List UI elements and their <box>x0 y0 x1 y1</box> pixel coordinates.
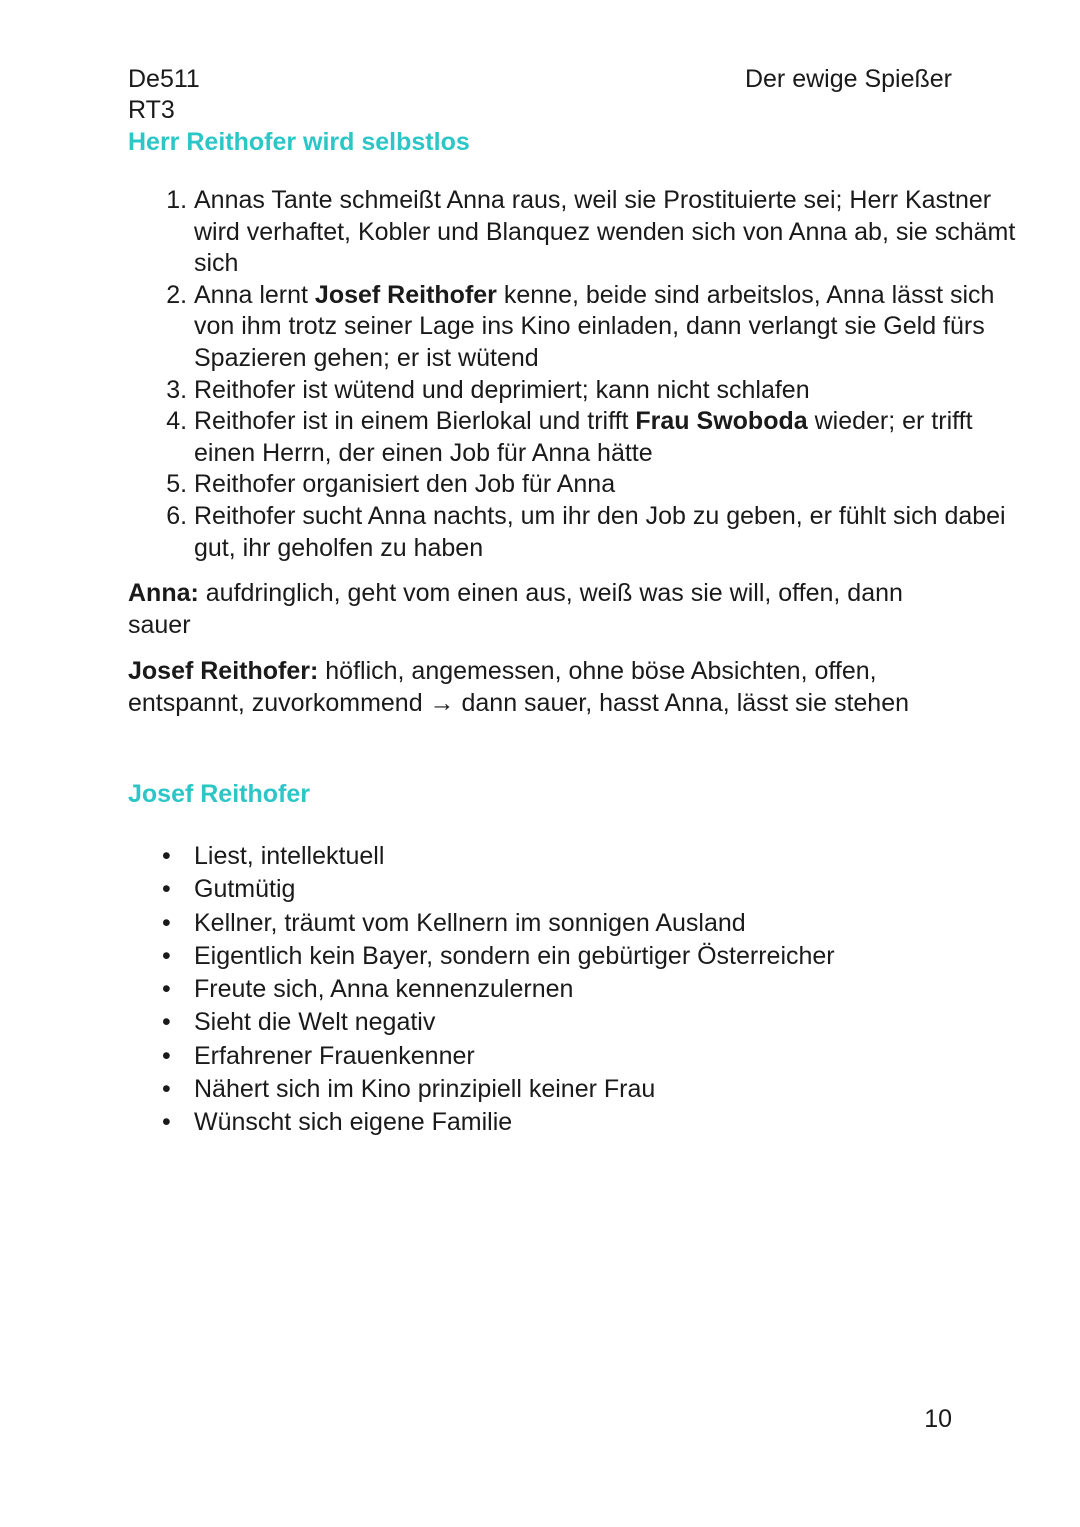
list-item: 3. Reithofer ist wütend und deprimiert; kann nicht schlafen <box>194 375 1024 407</box>
course-code: De511 <box>128 65 200 93</box>
list-item: • Liest, intellektuell <box>194 840 1024 873</box>
list-item: • Freute sich, Anna kennenzulernen <box>194 973 1024 1006</box>
josef-characterization <box>128 656 958 719</box>
section-title-selbstlos: Herr Reithofer wird selbstlos <box>128 128 470 156</box>
list-item: • Sieht die Welt negativ <box>194 1006 1024 1039</box>
section-title-josef: Josef Reithofer <box>128 780 310 808</box>
list-item: • Kellner, träumt vom Kellnern im sonnigen Ausland <box>194 907 1024 940</box>
list-item: 6. Reithofer sucht Anna nachts, um ihr den Job zu geben, er fühlt sich dabei gut, ihr geholfen zu haben <box>194 501 1024 564</box>
josef-label: Josef Reithofer: <box>128 657 319 685</box>
list-item: • Gutmütig <box>194 873 1024 906</box>
list-item: • Nähert sich im Kino prinzipiell keiner Frau <box>194 1073 1024 1106</box>
anna-label: Anna: <box>128 579 199 607</box>
document-title: Der ewige Spießer <box>744 65 952 93</box>
trait-list <box>128 840 1024 1140</box>
list-item: • Wünscht sich eigene Familie <box>194 1106 1024 1139</box>
course-subcode: RT3 <box>128 96 175 124</box>
list-item: • Eigentlich kein Bayer, sondern ein gebürtiger Österreicher <box>194 940 1024 973</box>
event-list <box>128 185 1024 564</box>
list-item: 2. Anna lernt Josef Reithofer kenne, beide sind arbeitslos, Anna lässt sich von ihm trotz seiner Lage ins Kino einladen, dann verlangt sie Geld fürs Spazieren gehen; er ist wütend <box>194 280 1024 375</box>
anna-characterization <box>128 578 958 641</box>
page-number: 10 <box>924 1405 952 1433</box>
list-item: 4. Reithofer ist in einem Bierlokal und trifft Frau Swoboda wieder; er trifft einen Herrn, der einen Job für Anna hätte <box>194 406 1024 469</box>
list-item: 1. Annas Tante schmeißt Anna raus, weil sie Prostituierte sei; Herr Kastner wird verhaftet, Kobler und Blanquez wenden sich von Anna ab, sie schämt sich <box>194 185 1024 280</box>
josef-text: höflich, angemessen, ohne böse Absichten, offen, entspannt, zuvorkommend → dann sauer, hasst Anna, lässt sie stehen <box>128 657 910 717</box>
anna-text: aufdringlich, geht vom einen aus, weiß was sie will, offen, dann sauer <box>128 579 903 639</box>
list-item: 5. Reithofer organisiert den Job für Anna <box>194 469 1024 501</box>
header-left <box>128 64 200 126</box>
list-item: • Erfahrener Frauenkenner <box>194 1040 1024 1073</box>
